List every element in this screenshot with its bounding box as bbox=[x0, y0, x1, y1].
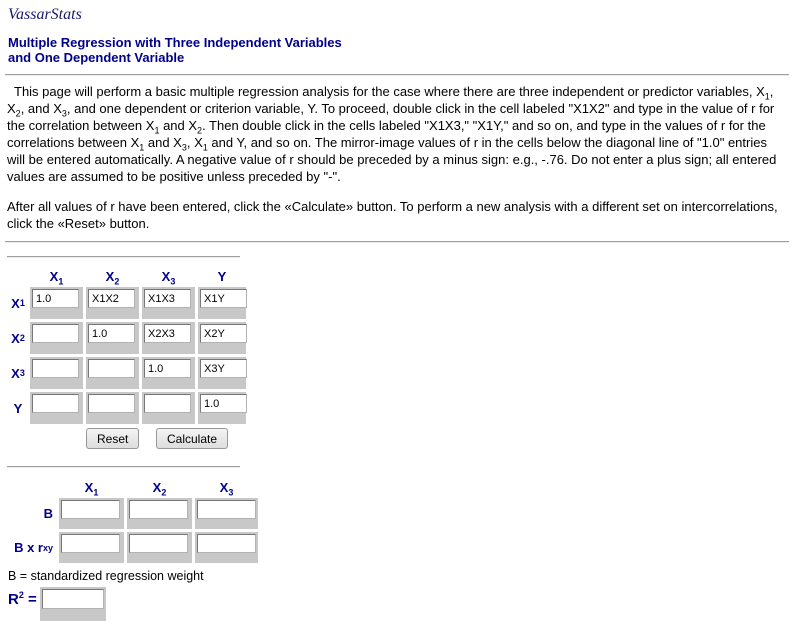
matrix-input-x1x3[interactable] bbox=[144, 289, 191, 308]
matrix-corner-spacer bbox=[9, 269, 27, 284]
divider-results-top bbox=[7, 466, 240, 468]
weights-col-header-x1: $X_1$ bbox=[84, 480, 99, 498]
weights-input-bxr-x1[interactable] bbox=[61, 534, 120, 553]
weights-cell bbox=[195, 498, 258, 529]
matrix-input-x1x1[interactable] bbox=[32, 289, 79, 308]
matrix-cell bbox=[142, 322, 195, 354]
matrix-row-label-x1: X 1 bbox=[11, 295, 25, 311]
weights-col-header-x2: $X_2$ bbox=[152, 480, 167, 498]
matrix-cell bbox=[86, 357, 139, 389]
divider-middle bbox=[5, 241, 789, 243]
weights-row-label-b: B bbox=[43, 506, 53, 521]
weights-table bbox=[10, 480, 789, 563]
matrix-input-yx3[interactable] bbox=[144, 394, 191, 413]
weights-input-bxr-x3[interactable] bbox=[197, 534, 256, 553]
weights-row-label-bxr: B x r xy bbox=[14, 540, 53, 555]
r-squared-input[interactable] bbox=[42, 589, 104, 609]
matrix-input-yx1[interactable] bbox=[32, 394, 79, 413]
button-row bbox=[86, 428, 789, 449]
matrix-cell bbox=[198, 322, 246, 354]
weights-corner-spacer bbox=[10, 480, 56, 495]
matrix-cell bbox=[142, 392, 195, 424]
r-squared-label: $R^2$ = bbox=[8, 590, 37, 608]
weights-input-b-x1[interactable] bbox=[61, 500, 120, 519]
page-title bbox=[8, 35, 789, 65]
matrix-input-x3x1[interactable] bbox=[32, 359, 79, 378]
matrix-input-x2y[interactable] bbox=[200, 324, 247, 343]
matrix-input-x3x2[interactable] bbox=[88, 359, 135, 378]
matrix-cell bbox=[198, 357, 246, 389]
matrix-row-label-x3: X 3 bbox=[11, 365, 25, 381]
matrix-cell bbox=[198, 392, 246, 424]
matrix-cell bbox=[30, 357, 83, 389]
matrix-input-x2x3[interactable] bbox=[144, 324, 191, 343]
page-title-line2: and One Dependent Variable bbox=[8, 50, 185, 65]
matrix-col-header-x1: $X_1$ bbox=[49, 269, 64, 287]
weights-col-header-x3: $X_3$ bbox=[219, 480, 234, 498]
weights-cell bbox=[195, 532, 258, 563]
calculate-button[interactable]: Calculate bbox=[156, 428, 228, 449]
matrix-cell bbox=[30, 287, 83, 319]
weights-cell bbox=[59, 532, 124, 563]
matrix-cell bbox=[142, 287, 195, 319]
matrix-input-x1y[interactable] bbox=[200, 289, 247, 308]
divider-matrix-top bbox=[7, 256, 240, 258]
matrix-cell bbox=[86, 392, 139, 424]
vassarstats-logo[interactable]: VassarStats bbox=[8, 6, 82, 23]
matrix-cell bbox=[86, 287, 139, 319]
intro-paragraph: This page will perform a basic multiple regression analysis for the case where there are three independent or predictor variables, $X_1$, $X_2$, and $X_3$, and one dependent or criterion variable, Y. To proceed, double click in the cell labeled "X1X2" and type in the value of r for the correlation between $X_1$ and $X_2$. Then double click in the cells labeled "X1X3," "X1Y," and so on, and type in the values of r for the correlations between $X_1$ and $X_3$, $X_1$ and Y, and so on. The mirror-image values of r in the cells below the diagonal line of "1.0" entries will be entered automatically. A negative value of r should be preceded by a minus sign: e.g., -.76. Do not enter a plus sign; all entered values are assumed to be positive unless preceded by "-". bbox=[7, 84, 777, 184]
weights-cell bbox=[127, 532, 192, 563]
r-squared-row bbox=[8, 587, 789, 621]
matrix-row-label-y: Y bbox=[13, 400, 23, 416]
matrix-row-label-x2: X 2 bbox=[11, 330, 25, 346]
weights-cell bbox=[59, 498, 124, 529]
matrix-cell bbox=[30, 322, 83, 354]
weights-input-b-x2[interactable] bbox=[129, 500, 188, 519]
matrix-input-x3y[interactable] bbox=[200, 359, 247, 378]
matrix-cell bbox=[142, 357, 195, 389]
b-definition-note: B = standardized regression weight bbox=[8, 569, 204, 583]
matrix-input-x3x3[interactable] bbox=[144, 359, 191, 378]
matrix-cell bbox=[198, 287, 246, 319]
r-squared-cell bbox=[40, 587, 106, 621]
instructions-paragraph: After all values of r have been entered, click the «Calculate» button. To perform a new analysis with a different set on intercorrelations, click the «Reset» button. bbox=[7, 199, 778, 231]
correlation-matrix bbox=[9, 269, 789, 424]
weights-input-bxr-x2[interactable] bbox=[129, 534, 188, 553]
weights-input-b-x3[interactable] bbox=[197, 500, 256, 519]
matrix-input-x2x1[interactable] bbox=[32, 324, 79, 343]
divider-top bbox=[5, 74, 789, 76]
matrix-cell bbox=[30, 392, 83, 424]
weights-cell bbox=[127, 498, 192, 529]
reset-button[interactable]: Reset bbox=[86, 428, 139, 449]
matrix-input-x1x2[interactable] bbox=[88, 289, 135, 308]
matrix-cell bbox=[86, 322, 139, 354]
page-title-line1: Multiple Regression with Three Independent Variables bbox=[8, 35, 342, 50]
matrix-input-yx2[interactable] bbox=[88, 394, 135, 413]
matrix-input-yy[interactable] bbox=[200, 394, 247, 413]
matrix-col-header-x3: $X_3$ bbox=[161, 269, 176, 287]
matrix-col-header-y: Y bbox=[217, 269, 227, 284]
matrix-input-x2x2[interactable] bbox=[88, 324, 135, 343]
matrix-col-header-x2: $X_2$ bbox=[105, 269, 120, 287]
